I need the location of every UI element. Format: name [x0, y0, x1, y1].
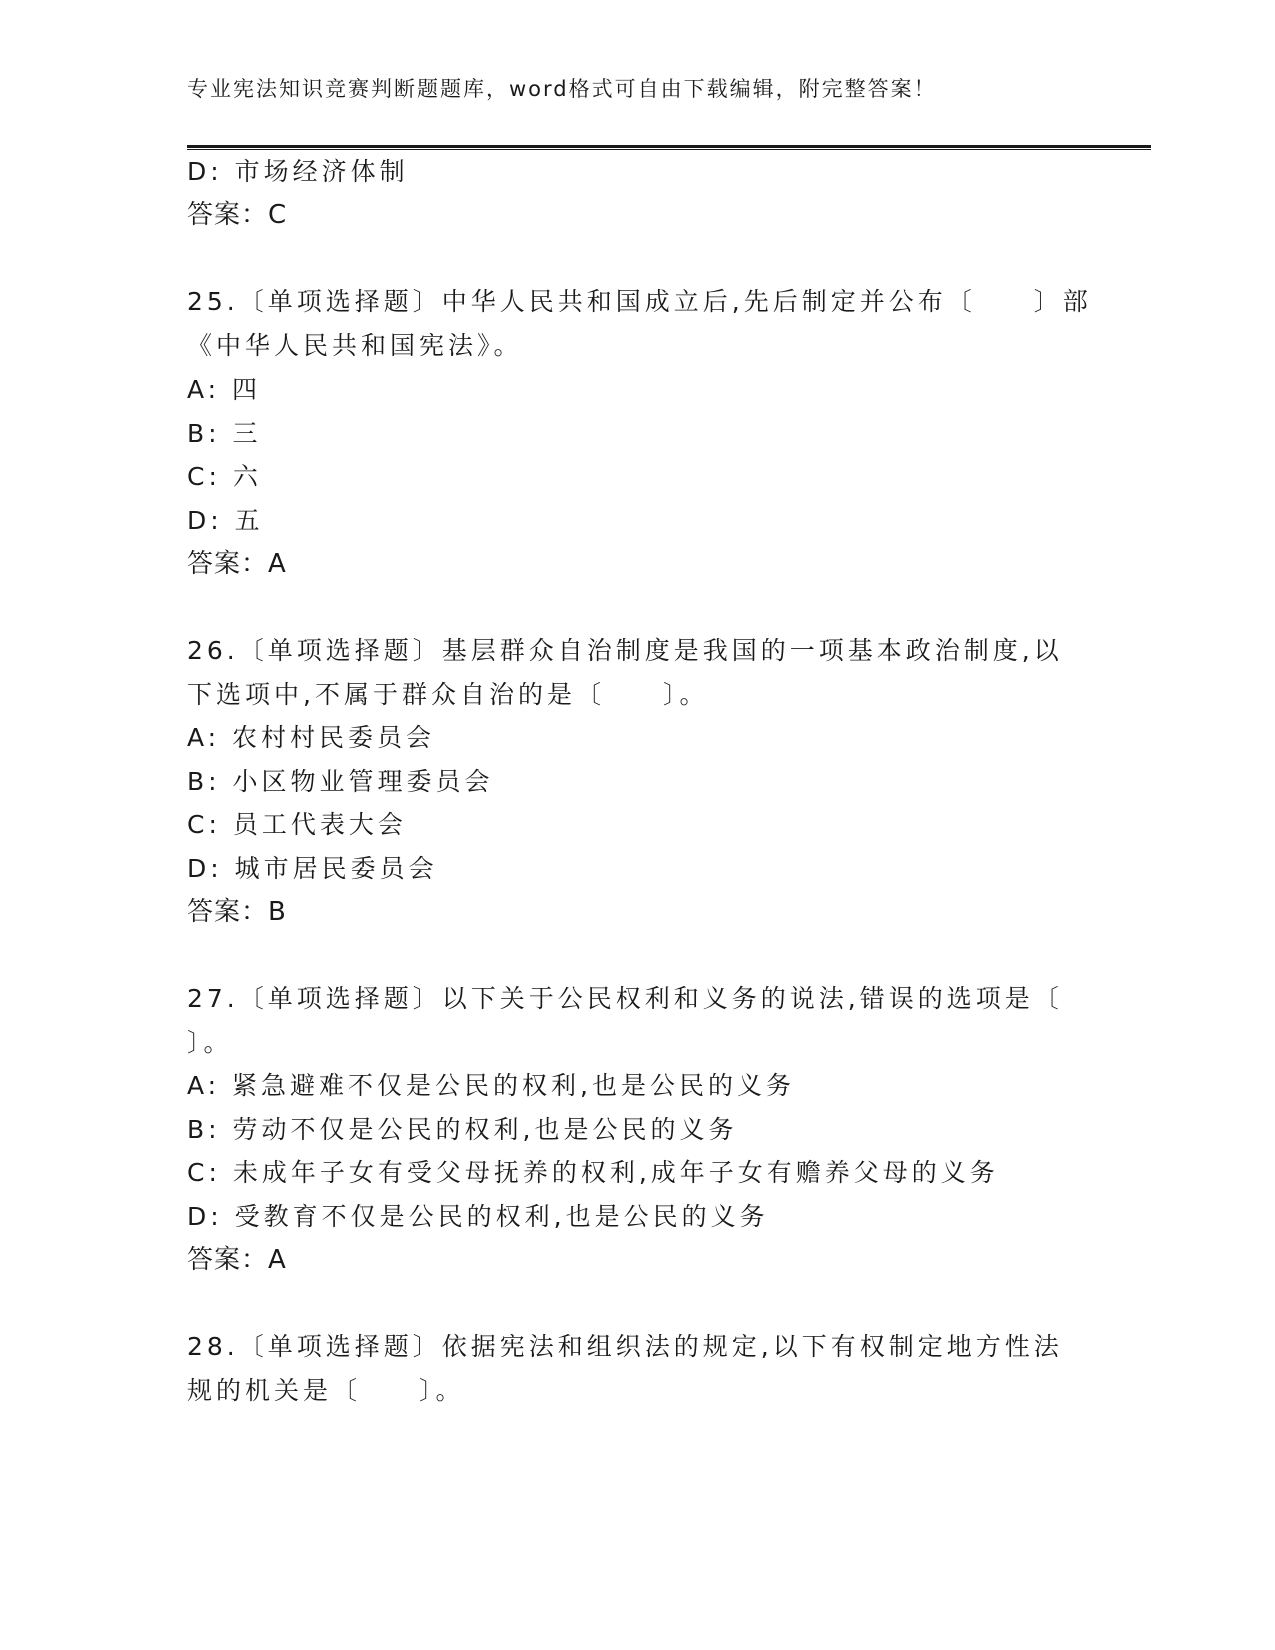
answer-label: 答案： — [187, 897, 269, 927]
q28-stem-line1: 28.〔单项选择题〕依据宪法和组织法的规定,以下有权制定地方性法 — [187, 1332, 1063, 1361]
answer-value: A — [268, 549, 287, 579]
header-divider — [187, 145, 1151, 150]
answer-value: A — [268, 1245, 287, 1275]
q26-option-d: D: 城市居民委员会 — [187, 854, 438, 883]
q26-stem-line2: 下选项中,不属于群众自治的是〔 〕。 — [187, 680, 709, 709]
q25-stem-line1: 25.〔单项选择题〕中华人民共和国成立后,先后制定并公布〔 〕部 — [187, 287, 1092, 316]
q27-stem-line2: 〕。 — [187, 1028, 233, 1057]
q25-stem-line2: 《中华人民共和国宪法》。 — [187, 331, 523, 360]
q27-option-c: C: 未成年子女有受父母抚养的权利,成年子女有赡养父母的义务 — [187, 1158, 999, 1187]
q25-option-b: B: 三 — [187, 419, 262, 448]
q26-option-b: B: 小区物业管理委员会 — [187, 767, 494, 796]
answer-label: 答案： — [187, 1245, 269, 1275]
page-header: 专业宪法知识竞赛判断题题库，word格式可自由下载编辑，附完整答案！ — [187, 77, 937, 101]
answer-value: B — [268, 897, 287, 927]
prev-answer — [187, 198, 287, 232]
q26-stem-line1: 26.〔单项选择题〕基层群众自治制度是我国的一项基本政治制度,以 — [187, 636, 1063, 665]
answer-label: 答案： — [187, 549, 269, 579]
q27-answer — [187, 1243, 287, 1277]
q25-option-c: C: 六 — [187, 462, 262, 491]
q27-stem-line1: 27.〔单项选择题〕以下关于公民权利和义务的说法,错误的选项是〔 — [187, 984, 1063, 1013]
answer-label: 答案： — [187, 200, 269, 230]
q27-option-d: D: 受教育不仅是公民的权利,也是公民的义务 — [187, 1202, 769, 1231]
q27-option-b: B: 劳动不仅是公民的权利,也是公民的义务 — [187, 1115, 738, 1144]
q27-option-a: A: 紧急避难不仅是公民的权利,也是公民的义务 — [187, 1071, 795, 1100]
q26-option-c: C: 员工代表大会 — [187, 810, 407, 839]
q26-option-a: A: 农村村民委员会 — [187, 723, 436, 752]
q25-option-d: D: 五 — [187, 506, 264, 535]
q25-option-a: A: 四 — [187, 375, 262, 404]
q25-answer — [187, 547, 287, 581]
q28-stem-line2: 规的机关是〔 〕。 — [187, 1376, 465, 1405]
answer-value: C — [268, 200, 288, 230]
prev-option-d: D: 市场经济体制 — [187, 157, 409, 186]
q26-answer — [187, 895, 287, 929]
